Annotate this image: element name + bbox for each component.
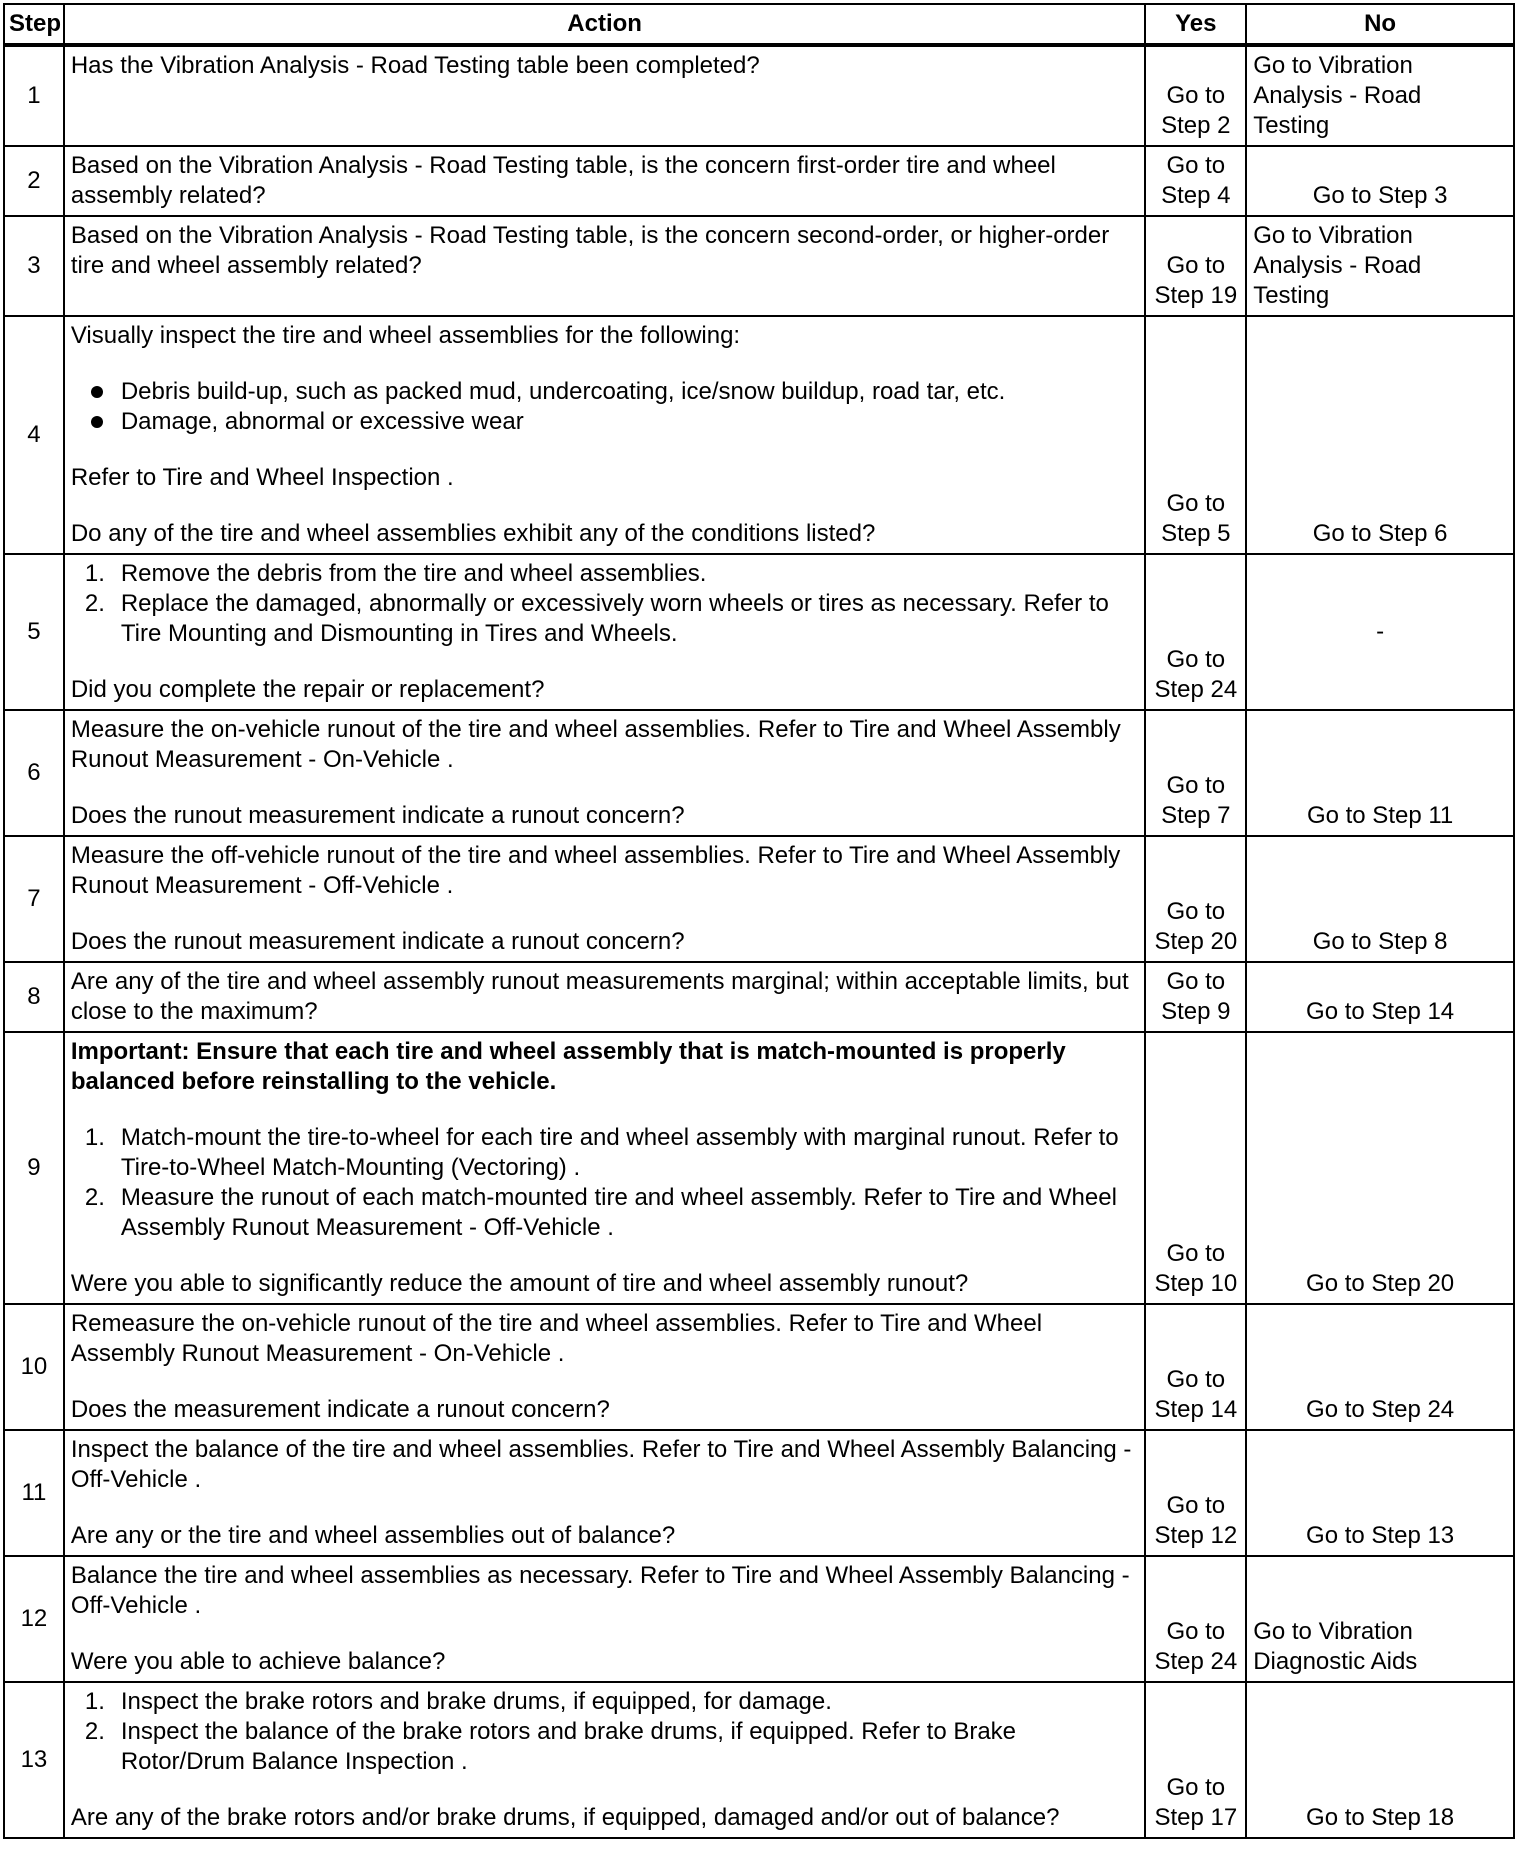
yes-cell [1145,1556,1246,1682]
no-text: Analysis - Road [1253,252,1422,279]
yes-cell [1145,554,1246,710]
yes-cell [1145,45,1246,146]
item-number: 2. [84,590,105,617]
spacer [71,1495,1139,1521]
yes-text: Go to [1166,898,1226,925]
important-note: Important: Ensure that each tire and wheel assembly that is match-mounted is properly balanced before reinstalling to the vehicle. [70,1038,1066,1095]
yes-text: Go to [1166,152,1226,179]
action-question: Does the measurement indicate a runout concern? [70,1396,610,1423]
action-text: Balance the tire and wheel assemblies as necessary. Refer to Tire and Wheel Assembly Balancing - Off-Vehicle . [70,1562,1130,1619]
action-text: Based on the Vibration Analysis - Road Testing table, is the concern first-order tire and wheel assembly related? [70,152,1056,209]
yes-cell [1145,316,1246,554]
action-question: Were you able to achieve balance? [70,1648,446,1675]
no-text: Go to Step 18 [1306,1804,1455,1831]
yes-text: Go to [1166,1618,1226,1645]
yes-text: Step 9 [1161,998,1231,1025]
step-number: 9 [4,1032,64,1304]
no-cell [1246,1304,1514,1430]
no-cell [1246,1556,1514,1682]
yes-text: Go to [1166,490,1226,517]
action-question: Does the runout measurement indicate a runout concern? [70,928,685,955]
step-number: 2 [4,146,64,216]
yes-cell [1145,1032,1246,1304]
yes-text: Go to [1166,82,1226,109]
table-row [4,1682,1514,1838]
no-text: Go to Vibration [1253,222,1413,249]
header-step: Step [4,4,64,45]
yes-cell [1145,710,1246,836]
item-text: Inspect the balance of the brake rotors and brake drums, if equipped. Refer to Brake Rotor/Drum Balance Inspection . [120,1718,1017,1775]
table-row [4,554,1514,710]
action-cell [64,146,1146,216]
yes-text: Go to [1166,968,1226,995]
spacer [71,1369,1139,1395]
numbered-list [71,559,1139,649]
step-number: 7 [4,836,64,962]
no-cell [1246,216,1514,316]
yes-text: Go to [1166,1366,1226,1393]
item-text: Remove the debris from the tire and wheel assemblies. [120,560,707,587]
header-no: No [1246,4,1514,45]
action-cell [64,216,1146,316]
numbered-list [71,1687,1139,1777]
step-number: 10 [4,1304,64,1430]
action-cell [64,710,1146,836]
yes-text: Go to [1166,1240,1226,1267]
spacer [71,437,1139,463]
numbered-item [71,559,1139,589]
yes-text: Step 4 [1161,182,1231,209]
action-question: Were you able to significantly reduce the amount of tire and wheel assembly runout? [70,1270,969,1297]
item-text: Replace the damaged, abnormally or excessively worn wheels or tires as necessary. Refer to Tire Mounting and Dismounting in Tires and Wheels. [120,590,1109,647]
item-text: Inspect the brake rotors and brake drums, if equipped, for damage. [120,1688,832,1715]
spacer [71,1777,1139,1803]
step-number: 4 [4,316,64,554]
numbered-item [71,1687,1139,1717]
item-number: 1. [84,1124,105,1151]
no-text: Go to Step 14 [1306,998,1455,1025]
step-number: 5 [4,554,64,710]
yes-text: Step 10 [1154,1270,1238,1297]
yes-text: Go to [1166,646,1226,673]
no-cell [1246,1682,1514,1838]
spacer [71,1097,1139,1123]
header-row [4,4,1514,45]
action-cell [64,1032,1146,1304]
numbered-item [71,1183,1139,1243]
spacer [71,775,1139,801]
no-text: Go to Step 3 [1312,182,1448,209]
step-number: 11 [4,1430,64,1556]
yes-text: Step 20 [1154,928,1238,955]
yes-text: Go to [1166,1774,1226,1801]
action-text: Inspect the balance of the tire and wheel assemblies. Refer to Tire and Wheel Assembly Balancing - Off-Vehicle . [70,1436,1132,1493]
action-cell [64,45,1146,146]
spacer [71,901,1139,927]
bullet-list [71,377,1139,437]
no-cell [1246,316,1514,554]
step-number: 12 [4,1556,64,1682]
yes-text: Step 17 [1154,1804,1238,1831]
yes-text: Go to [1166,772,1226,799]
yes-text: Step 12 [1154,1522,1238,1549]
item-text: Measure the runout of each match-mounted tire and wheel assembly. Refer to Tire and Wheel Assembly Runout Measurement - Off-Vehicle . [120,1184,1117,1241]
step-number: 3 [4,216,64,316]
action-text: Visually inspect the tire and wheel assemblies for the following: [70,322,741,349]
action-cell [64,962,1146,1032]
no-text: Diagnostic Aids [1253,1648,1418,1675]
yes-cell [1145,1430,1246,1556]
no-cell [1246,1032,1514,1304]
action-question: Did you complete the repair or replacement? [70,676,545,703]
action-cell [64,1682,1146,1838]
yes-text: Step 2 [1161,112,1231,139]
no-text: Go to Vibration [1253,52,1413,79]
action-text: Has the Vibration Analysis - Road Testing table been completed? [70,52,760,79]
table-row [4,45,1514,146]
no-cell [1246,710,1514,836]
no-cell [1246,554,1514,710]
item-number: 2. [84,1184,105,1211]
table-row [4,1304,1514,1430]
step-number: 6 [4,710,64,836]
spacer [71,649,1139,675]
action-cell [64,1304,1146,1430]
no-text: Testing [1253,282,1330,309]
table-body [4,45,1514,1838]
step-number: 13 [4,1682,64,1838]
action-question: Are any or the tire and wheel assemblies out of balance? [70,1522,676,1549]
numbered-item [71,1717,1139,1777]
no-text: Go to Step 24 [1306,1396,1455,1423]
table-row [4,1556,1514,1682]
no-text: Go to Step 13 [1306,1522,1455,1549]
no-cell [1246,836,1514,962]
yes-text: Step 24 [1154,1648,1238,1675]
no-text: Analysis - Road [1253,82,1422,109]
step-number: 1 [4,45,64,146]
table-row [4,1430,1514,1556]
action-cell [64,554,1146,710]
yes-text: Go to [1166,1492,1226,1519]
no-text: - [1376,618,1385,645]
no-text: Go to Step 11 [1306,802,1454,829]
header-action: Action [64,4,1146,45]
yes-text: Go to [1166,252,1226,279]
table-row [4,836,1514,962]
item-text: Match-mount the tire-to-wheel for each tire and wheel assembly with marginal runout. Refer to Tire-to-Wheel Match-Mounting (Vectoring) . [120,1124,1119,1181]
table-row [4,1032,1514,1304]
action-text: Measure the off-vehicle runout of the tire and wheel assemblies. Refer to Tire and Wheel Assembly Runout Measurement - Off-Vehicle . [70,842,1121,899]
diagnostic-table [3,3,1515,1839]
numbered-item [71,589,1139,649]
no-text: Go to Step 6 [1312,520,1448,547]
table-row [4,962,1514,1032]
numbered-item [71,1123,1139,1183]
spacer [71,493,1139,519]
spacer [71,1243,1139,1269]
step-number: 8 [4,962,64,1032]
action-question: Do any of the tire and wheel assemblies exhibit any of the conditions listed? [70,520,876,547]
numbered-list [71,1123,1139,1243]
yes-text: Step 24 [1154,676,1238,703]
action-cell [64,1556,1146,1682]
no-cell [1246,1430,1514,1556]
yes-text: Step 14 [1154,1396,1238,1423]
yes-cell [1145,146,1246,216]
yes-cell [1145,836,1246,962]
table-row [4,710,1514,836]
table-row [4,146,1514,216]
yes-cell [1145,962,1246,1032]
yes-text: Step 5 [1161,520,1231,547]
no-cell [1246,146,1514,216]
item-number: 1. [84,560,105,587]
action-text: Measure the on-vehicle runout of the tire and wheel assemblies. Refer to Tire and Wheel Assembly Runout Measurement - On-Vehicle . [70,716,1121,773]
action-text: Based on the Vibration Analysis - Road Testing table, is the concern second-order, or higher-order tire and wheel assembly related? [70,222,1110,279]
no-cell [1246,962,1514,1032]
item-number: 2. [84,1718,105,1745]
no-text: Go to Vibration [1253,1618,1413,1645]
action-text: Are any of the tire and wheel assembly runout measurements marginal; within acceptable limits, but close to the maximum? [70,968,1129,1025]
no-text: Go to Step 20 [1306,1270,1455,1297]
action-question: Are any of the brake rotors and/or brake drums, if equipped, damaged and/or out of balance? [70,1804,1060,1831]
table-row [4,316,1514,554]
yes-cell [1145,1304,1246,1430]
action-question: Does the runout measurement indicate a runout concern? [70,802,685,829]
header-yes: Yes [1145,4,1246,45]
spacer [71,351,1139,377]
yes-cell [1145,1682,1246,1838]
no-text: Testing [1253,112,1330,139]
yes-text: Step 19 [1154,282,1238,309]
yes-text: Step 7 [1161,802,1231,829]
spacer [71,1621,1139,1647]
action-cell [64,316,1146,554]
table-row [4,216,1514,316]
yes-cell [1145,216,1246,316]
action-cell [64,836,1146,962]
action-question: Refer to Tire and Wheel Inspection . [70,464,454,491]
no-cell [1246,45,1514,146]
item-number: 1. [84,1688,105,1715]
no-text: Go to Step 8 [1312,928,1448,955]
bullet-item: Damage, abnormal or excessive wear [71,407,1139,437]
action-text: Remeasure the on-vehicle runout of the tire and wheel assemblies. Refer to Tire and Wheel Assembly Runout Measurement - On-Vehicle . [70,1310,1043,1367]
bullet-item: Debris build-up, such as packed mud, undercoating, ice/snow buildup, road tar, etc. [71,377,1139,407]
action-cell [64,1430,1146,1556]
